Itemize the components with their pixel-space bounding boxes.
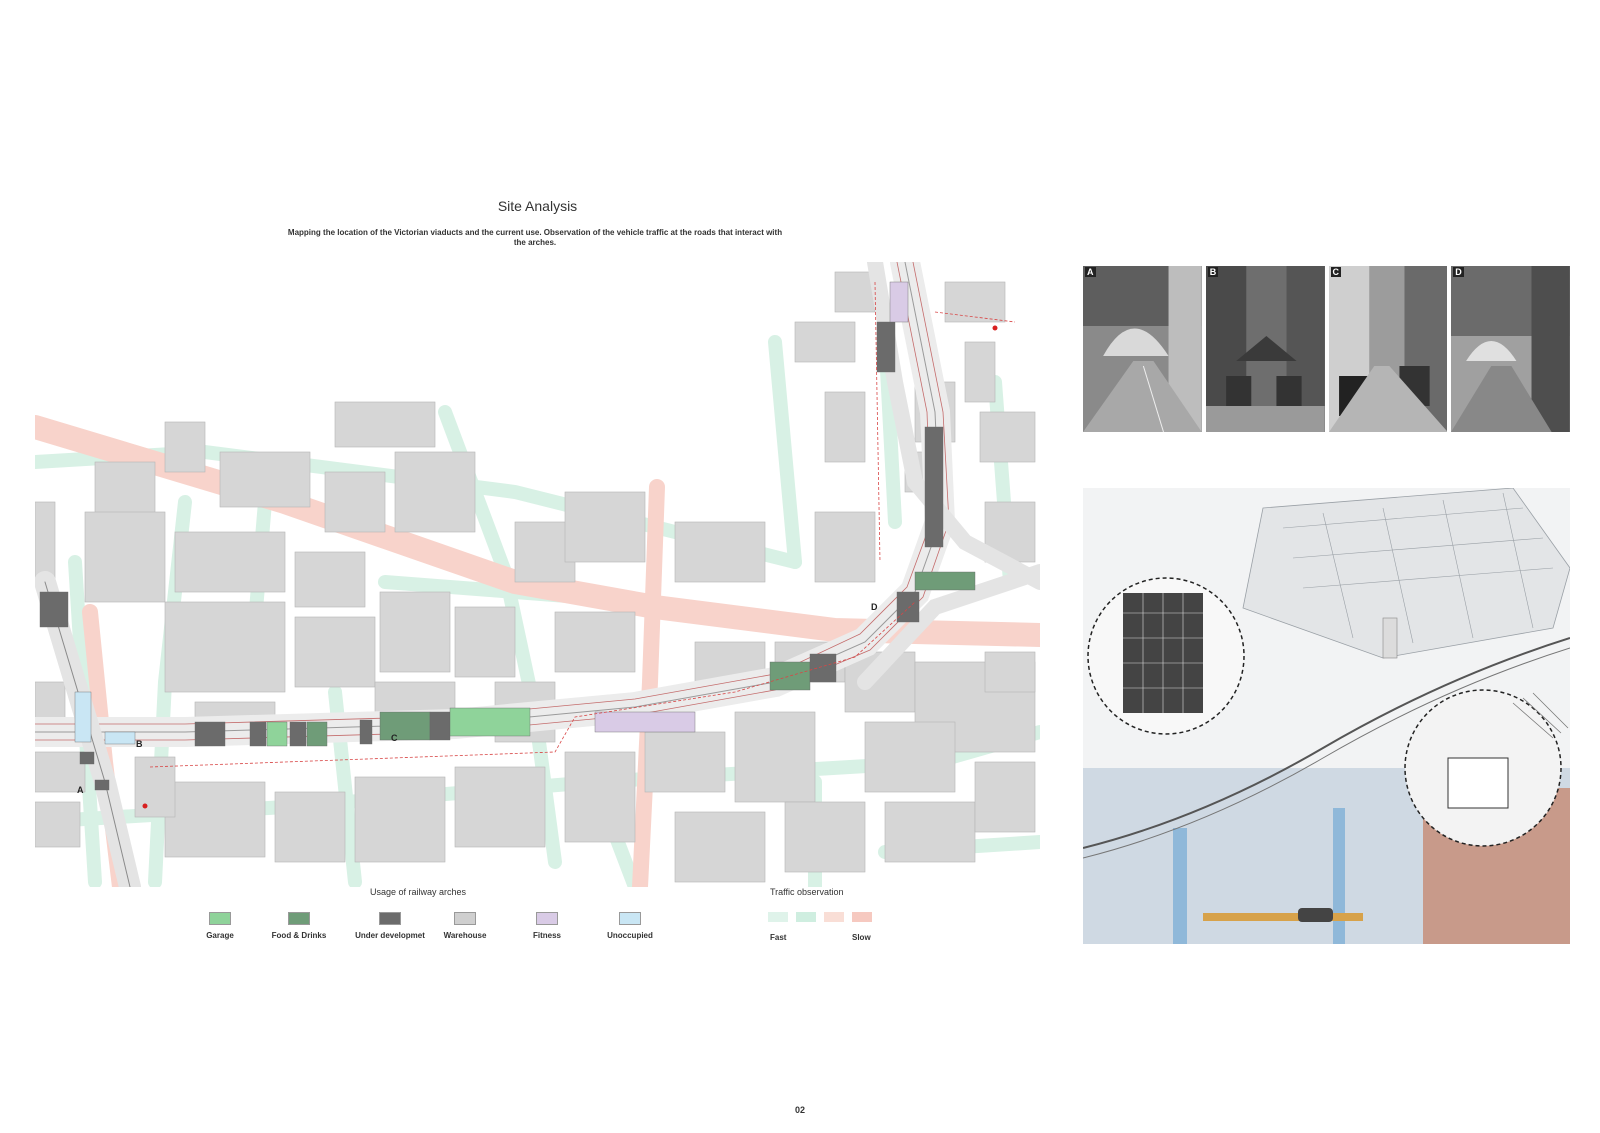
legend-label: Under developmet (355, 931, 425, 940)
photo-image (1451, 266, 1570, 432)
page-title: Site Analysis (497, 198, 578, 214)
legend-item-unoccupied (595, 912, 665, 940)
photo-image (1329, 266, 1448, 432)
legend-item-fitness (512, 912, 582, 940)
site-photo-b (1206, 266, 1325, 432)
legend-item-warehouse (430, 912, 500, 940)
map-point-label: B (136, 739, 143, 749)
photo-image (1206, 266, 1325, 432)
site-photo-c (1329, 266, 1448, 432)
legend-item-food-drinks (264, 912, 334, 940)
observation-marker (143, 804, 148, 809)
legend-label: Fitness (532, 931, 561, 940)
photo-image (1083, 266, 1202, 432)
legend-item-under-development (349, 912, 431, 940)
page-number: 02 (794, 1105, 805, 1115)
legend-swatch (536, 912, 558, 925)
traffic-fast-label: Fast (770, 933, 787, 942)
traffic-slow-label: Slow (852, 933, 871, 942)
map-point-label: D (871, 602, 878, 612)
traffic-swatch (768, 912, 788, 922)
legend-label: Unoccupied (607, 931, 653, 940)
traffic-legend-title: Traffic observation (770, 887, 844, 897)
photo-label: D (1455, 267, 1462, 277)
traffic-swatch (824, 912, 844, 922)
axonometric-render (1083, 488, 1570, 944)
photo-label: C (1332, 267, 1339, 277)
legend-item-garage (185, 912, 255, 940)
legend-swatch (454, 912, 476, 925)
map-point-label: C (391, 733, 398, 743)
traffic-swatch (796, 912, 816, 922)
legend-label: Food & Drinks (271, 931, 327, 940)
legend-swatch (379, 912, 401, 925)
photo-label: A (1087, 267, 1094, 277)
photo-label: B (1209, 267, 1217, 277)
legend-label: Warehouse (443, 931, 487, 940)
map-point-label: A (77, 785, 84, 795)
site-map (35, 262, 1040, 887)
page-subtitle: Mapping the location of the Victorian viaducts and the current use. Observation of the vehicle traffic at the roads that interact with the arches. (287, 228, 783, 247)
render-image (1083, 488, 1570, 944)
site-photo-d (1451, 266, 1570, 432)
site-photo-strip (1083, 266, 1570, 432)
usage-legend-title: Usage of railway arches (370, 887, 467, 897)
legend-label: Garage (206, 931, 234, 940)
legend-swatch (619, 912, 641, 925)
legend-swatch (288, 912, 310, 925)
site-photo-a (1083, 266, 1202, 432)
legend-swatch (209, 912, 231, 925)
traffic-swatch (852, 912, 872, 922)
observation-marker (993, 326, 998, 331)
